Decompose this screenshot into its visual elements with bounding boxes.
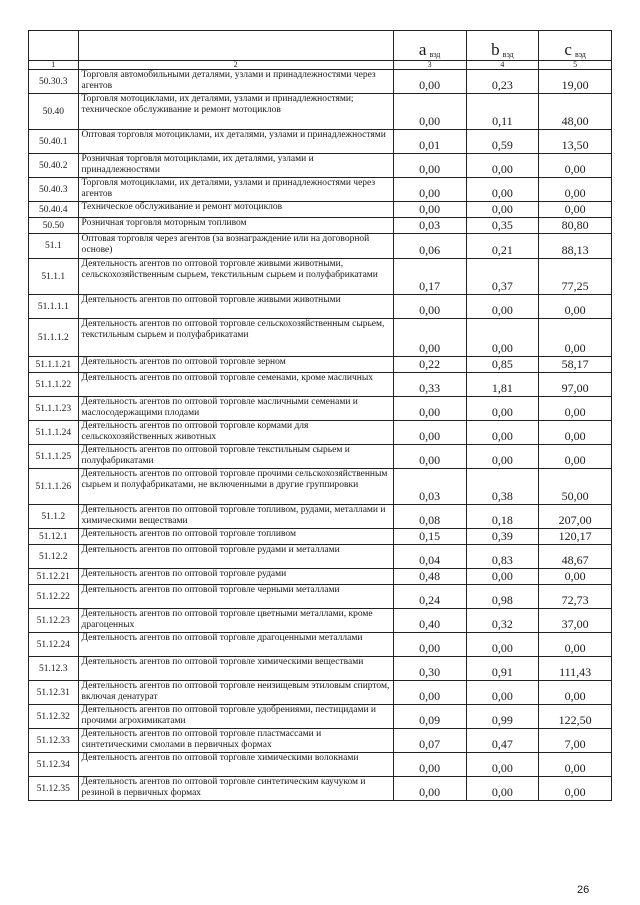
description-cell: Деятельность агентов по оптовой торговле химическими волокнами xyxy=(78,753,393,777)
value-a-cell: 0,01 xyxy=(393,130,466,154)
value-a-cell: 0,00 xyxy=(393,753,466,777)
code-cell: 51.12.34 xyxy=(29,753,79,777)
value-c-cell: 0,00 xyxy=(539,569,612,585)
value-b-cell: 0,98 xyxy=(466,585,539,609)
table-row xyxy=(29,681,612,705)
value-b-cell: 0,00 xyxy=(466,777,539,801)
value-b-cell: 0,00 xyxy=(466,681,539,705)
table-row xyxy=(29,319,612,357)
header-c-label: c xyxy=(564,40,572,59)
header-a-label: a xyxy=(418,40,427,59)
table-row xyxy=(29,469,612,505)
table-row xyxy=(29,705,612,729)
header-row xyxy=(29,31,612,61)
code-cell: 51.12.1 xyxy=(29,529,79,545)
value-c-cell: 19,00 xyxy=(539,70,612,94)
description-cell: Деятельность агентов по оптовой торговле кормами для сельскохозяйственных животных xyxy=(78,421,393,445)
description-cell: Деятельность агентов по оптовой торговле семенами, кроме масличных xyxy=(78,373,393,397)
code-cell: 50.40.3 xyxy=(29,178,79,202)
data-table xyxy=(28,30,612,801)
value-b-cell: 0,38 xyxy=(466,469,539,505)
table-row xyxy=(29,505,612,529)
table-row xyxy=(29,218,612,234)
description-cell: Торговля автомобильными деталями, узлами и принадлежностями через агентов xyxy=(78,70,393,94)
value-b-cell: 0,99 xyxy=(466,705,539,729)
value-a-cell: 0,04 xyxy=(393,545,466,569)
code-cell: 51.12.35 xyxy=(29,777,79,801)
code-cell: 50.40 xyxy=(29,94,79,130)
description-cell: Торговля мотоциклами, их деталями, узлами и принадлежностями через агентов xyxy=(78,178,393,202)
code-cell: 50.40.1 xyxy=(29,130,79,154)
value-b-cell: 0,23 xyxy=(466,70,539,94)
code-cell: 50.30.3 xyxy=(29,70,79,94)
value-b-cell: 0,32 xyxy=(466,609,539,633)
value-b-cell: 0,59 xyxy=(466,130,539,154)
table-row xyxy=(29,657,612,681)
value-c-cell: 0,00 xyxy=(539,633,612,657)
description-cell: Деятельность агентов по оптовой торговле топливом xyxy=(78,529,393,545)
value-a-cell: 0,00 xyxy=(393,777,466,801)
code-cell: 50.50 xyxy=(29,218,79,234)
code-cell: 51.12.32 xyxy=(29,705,79,729)
table-row xyxy=(29,585,612,609)
value-b-cell: 0,35 xyxy=(466,218,539,234)
value-c-cell: 77,25 xyxy=(539,259,612,295)
value-a-cell: 0,00 xyxy=(393,70,466,94)
code-cell: 51.1.1.21 xyxy=(29,357,79,373)
table-body xyxy=(29,70,612,801)
value-b-cell: 0,83 xyxy=(466,545,539,569)
value-b-cell: 0,39 xyxy=(466,529,539,545)
value-a-cell: 0,24 xyxy=(393,585,466,609)
description-cell: Деятельность агентов по оптовой торговле масличными семенами и маслосодержащими плодами xyxy=(78,397,393,421)
description-cell: Деятельность агентов по оптовой торговле синтетическим каучуком и резиной в первичных формах xyxy=(78,777,393,801)
code-cell: 51.1.1.23 xyxy=(29,397,79,421)
description-cell: Деятельность агентов по оптовой торговле цветными металлами, кроме драгоценных xyxy=(78,609,393,633)
value-c-cell: 50,00 xyxy=(539,469,612,505)
header-a-subscript: вэд xyxy=(429,50,441,59)
value-c-cell: 120,17 xyxy=(539,529,612,545)
table-row xyxy=(29,445,612,469)
value-c-cell: 111,43 xyxy=(539,657,612,681)
code-cell: 51.12.31 xyxy=(29,681,79,705)
value-a-cell: 0,00 xyxy=(393,445,466,469)
code-cell: 51.12.24 xyxy=(29,633,79,657)
value-c-cell: 0,00 xyxy=(539,202,612,218)
code-cell: 51.1.1.1 xyxy=(29,295,79,319)
table-row xyxy=(29,259,612,295)
header-code-cell xyxy=(29,31,79,61)
value-a-cell: 0,22 xyxy=(393,357,466,373)
description-cell: Торговля мотоциклами, их деталями, узлами и принадлежностями; техническое обслуживание и ремонт мотоциклов xyxy=(78,94,393,130)
header-c-cell xyxy=(539,31,612,61)
value-a-cell: 0,09 xyxy=(393,705,466,729)
description-cell: Деятельность агентов по оптовой торговле зерном xyxy=(78,357,393,373)
table-row xyxy=(29,729,612,753)
value-c-cell: 207,00 xyxy=(539,505,612,529)
table-row xyxy=(29,569,612,585)
code-cell: 51.1.1.24 xyxy=(29,421,79,445)
description-cell: Оптовая торговля через агентов (за вознаграждение или на договорной основе) xyxy=(78,234,393,259)
value-a-cell: 0,48 xyxy=(393,569,466,585)
value-c-cell: 0,00 xyxy=(539,681,612,705)
header-b-subscript: вэд xyxy=(502,50,514,59)
description-cell: Деятельность агентов по оптовой торговле прочими сельскохозяйственным сырьем и полуфабрикатами, не включенными в другие группировки xyxy=(78,469,393,505)
value-b-cell: 0,00 xyxy=(466,319,539,357)
value-a-cell: 0,00 xyxy=(393,154,466,178)
column-number: 5 xyxy=(539,61,612,70)
value-c-cell: 13,50 xyxy=(539,130,612,154)
table-row xyxy=(29,777,612,801)
value-a-cell: 0,07 xyxy=(393,729,466,753)
value-a-cell: 0,40 xyxy=(393,609,466,633)
value-c-cell: 97,00 xyxy=(539,373,612,397)
page-number: 26 xyxy=(577,884,590,896)
code-cell: 51.1.2 xyxy=(29,505,79,529)
value-b-cell: 0,00 xyxy=(466,178,539,202)
table-row xyxy=(29,545,612,569)
table-row xyxy=(29,234,612,259)
value-c-cell: 48,67 xyxy=(539,545,612,569)
table-row xyxy=(29,94,612,130)
column-number: 3 xyxy=(393,61,466,70)
value-b-cell: 0,91 xyxy=(466,657,539,681)
value-c-cell: 0,00 xyxy=(539,753,612,777)
value-a-cell: 0,30 xyxy=(393,657,466,681)
table-row xyxy=(29,295,612,319)
description-cell: Розничная торговля моторным топливом xyxy=(78,218,393,234)
description-cell: Деятельность агентов по оптовой торговле удобрениями, пестицидами и прочими агрохимикатами xyxy=(78,705,393,729)
value-b-cell: 0,00 xyxy=(466,569,539,585)
value-c-cell: 0,00 xyxy=(539,319,612,357)
value-a-cell: 0,00 xyxy=(393,178,466,202)
value-a-cell: 0,08 xyxy=(393,505,466,529)
value-b-cell: 0,00 xyxy=(466,421,539,445)
value-a-cell: 0,00 xyxy=(393,94,466,130)
table-row xyxy=(29,130,612,154)
code-cell: 51.1.1.22 xyxy=(29,373,79,397)
code-cell: 51.12.2 xyxy=(29,545,79,569)
value-c-cell: 0,00 xyxy=(539,295,612,319)
description-cell: Розничная торговля мотоциклами, их деталями, узлами и принадлежностями xyxy=(78,154,393,178)
table-row xyxy=(29,70,612,94)
value-a-cell: 0,06 xyxy=(393,234,466,259)
code-cell: 51.12.22 xyxy=(29,585,79,609)
value-b-cell: 0,00 xyxy=(466,202,539,218)
column-number-row xyxy=(29,61,612,70)
value-c-cell: 122,50 xyxy=(539,705,612,729)
value-c-cell: 37,00 xyxy=(539,609,612,633)
description-cell: Деятельность агентов по оптовой торговле живыми животными, сельскохозяйственным сырьем, текстильным сырьем и полуфабрикатами xyxy=(78,259,393,295)
code-cell: 51.1.1.26 xyxy=(29,469,79,505)
description-cell: Деятельность агентов по оптовой торговле драгоценными металлами xyxy=(78,633,393,657)
description-cell: Деятельность агентов по оптовой торговле химическими веществами xyxy=(78,657,393,681)
value-a-cell: 0,00 xyxy=(393,295,466,319)
description-cell: Деятельность агентов по оптовой торговле текстильным сырьем и полуфабрикатами xyxy=(78,445,393,469)
table-row xyxy=(29,373,612,397)
table-row xyxy=(29,357,612,373)
value-c-cell: 88,13 xyxy=(539,234,612,259)
value-b-cell: 0,00 xyxy=(466,154,539,178)
code-cell: 51.12.33 xyxy=(29,729,79,753)
table-row xyxy=(29,529,612,545)
code-cell: 51.1 xyxy=(29,234,79,259)
description-cell: Деятельность агентов по оптовой торговле рудами xyxy=(78,569,393,585)
value-c-cell: 72,73 xyxy=(539,585,612,609)
table-row xyxy=(29,753,612,777)
value-a-cell: 0,03 xyxy=(393,469,466,505)
code-cell: 50.40.4 xyxy=(29,202,79,218)
value-b-cell: 0,37 xyxy=(466,259,539,295)
value-c-cell: 48,00 xyxy=(539,94,612,130)
description-cell: Деятельность агентов по оптовой торговле сельскохозяйственным сырьем, текстильным сырьем и полуфабрикатами xyxy=(78,319,393,357)
table-row xyxy=(29,178,612,202)
value-c-cell: 0,00 xyxy=(539,178,612,202)
value-b-cell: 0,00 xyxy=(466,633,539,657)
value-c-cell: 0,00 xyxy=(539,154,612,178)
code-cell: 51.1.1 xyxy=(29,259,79,295)
value-c-cell: 0,00 xyxy=(539,445,612,469)
value-a-cell: 0,00 xyxy=(393,202,466,218)
table-row xyxy=(29,609,612,633)
code-cell: 51.12.21 xyxy=(29,569,79,585)
value-b-cell: 1,81 xyxy=(466,373,539,397)
value-a-cell: 0,00 xyxy=(393,633,466,657)
value-a-cell: 0,17 xyxy=(393,259,466,295)
description-cell: Деятельность агентов по оптовой торговле топливом, рудами, металлами и химическими веществами xyxy=(78,505,393,529)
code-cell: 51.12.23 xyxy=(29,609,79,633)
value-c-cell: 58,17 xyxy=(539,357,612,373)
value-a-cell: 0,00 xyxy=(393,397,466,421)
table-row xyxy=(29,154,612,178)
table-row xyxy=(29,421,612,445)
value-a-cell: 0,15 xyxy=(393,529,466,545)
value-b-cell: 0,00 xyxy=(466,445,539,469)
description-cell: Деятельность агентов по оптовой торговле пластмассами и синтетическими смолами в первичных формах xyxy=(78,729,393,753)
value-c-cell: 0,00 xyxy=(539,777,612,801)
header-desc-cell xyxy=(78,31,393,61)
value-c-cell: 0,00 xyxy=(539,397,612,421)
value-b-cell: 0,00 xyxy=(466,295,539,319)
value-b-cell: 0,18 xyxy=(466,505,539,529)
description-cell: Техническое обслуживание и ремонт мотоциклов xyxy=(78,202,393,218)
header-b-label: b xyxy=(491,40,500,59)
table-row xyxy=(29,633,612,657)
description-cell: Деятельность агентов по оптовой торговле рудами и металлами xyxy=(78,545,393,569)
description-cell: Деятельность агентов по оптовой торговле неизищевым этиловым спиртом, включая денатурат xyxy=(78,681,393,705)
value-b-cell: 0,21 xyxy=(466,234,539,259)
column-number: 2 xyxy=(78,61,393,70)
value-c-cell: 7,00 xyxy=(539,729,612,753)
value-c-cell: 80,80 xyxy=(539,218,612,234)
table-row xyxy=(29,397,612,421)
code-cell: 50.40.2 xyxy=(29,154,79,178)
value-a-cell: 0,00 xyxy=(393,681,466,705)
value-a-cell: 0,33 xyxy=(393,373,466,397)
value-b-cell: 0,85 xyxy=(466,357,539,373)
table-row xyxy=(29,202,612,218)
header-b-cell xyxy=(466,31,539,61)
value-b-cell: 0,00 xyxy=(466,397,539,421)
code-cell: 51.12.3 xyxy=(29,657,79,681)
column-number: 1 xyxy=(29,61,79,70)
column-number: 4 xyxy=(466,61,539,70)
header-c-subscript: вэд xyxy=(574,50,586,59)
description-cell: Деятельность агентов по оптовой торговле черными металлами xyxy=(78,585,393,609)
value-a-cell: 0,00 xyxy=(393,421,466,445)
value-b-cell: 0,11 xyxy=(466,94,539,130)
value-b-cell: 0,47 xyxy=(466,729,539,753)
code-cell: 51.1.1.25 xyxy=(29,445,79,469)
value-a-cell: 0,03 xyxy=(393,218,466,234)
description-cell: Оптовая торговля мотоциклами, их деталями, узлами и принадлежностями xyxy=(78,130,393,154)
value-c-cell: 0,00 xyxy=(539,421,612,445)
description-cell: Деятельность агентов по оптовой торговле живыми животными xyxy=(78,295,393,319)
code-cell: 51.1.1.2 xyxy=(29,319,79,357)
value-b-cell: 0,00 xyxy=(466,753,539,777)
value-a-cell: 0,00 xyxy=(393,319,466,357)
header-a-cell xyxy=(393,31,466,61)
